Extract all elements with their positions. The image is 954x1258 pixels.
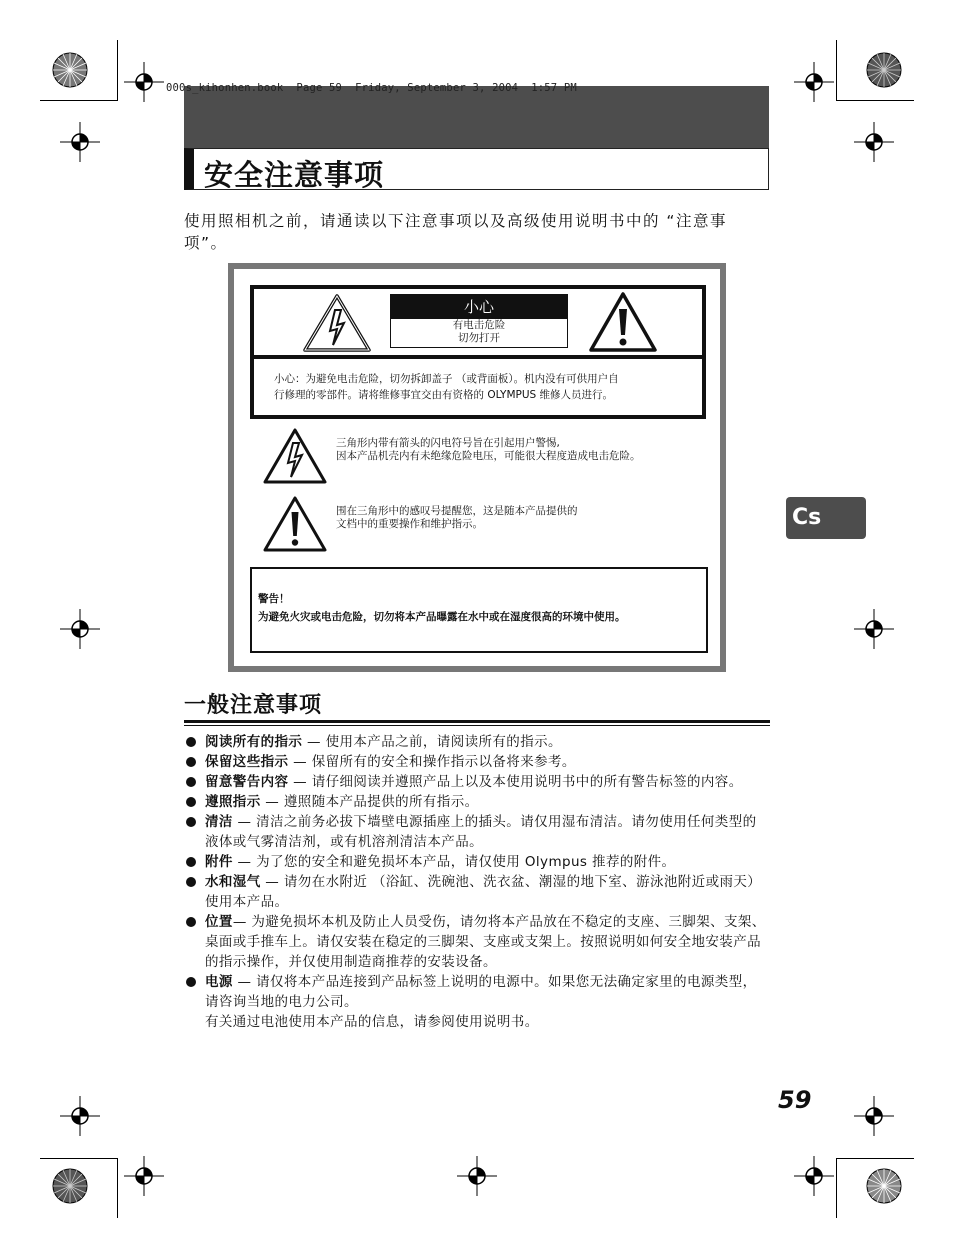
exclamation-explanation-text xyxy=(336,505,578,531)
language-tab: Cs xyxy=(786,497,866,539)
page-number: 59 xyxy=(778,1086,812,1114)
lightning-symbol-explanation xyxy=(262,427,702,487)
crop-mark xyxy=(836,40,837,100)
print-slug: 000s_kihonhen.book Page 59 Friday, September 3, 2004 1:57 PM xyxy=(166,82,577,94)
caution-text-line-2: 行修理的零部件。请将维修事宜交由有资格的 OLYMPUS 维修人员进行。 xyxy=(274,389,614,401)
bullet-icon xyxy=(186,917,196,927)
caution-label-box xyxy=(390,294,568,348)
list-item xyxy=(184,912,770,972)
item-text: — 使用本产品之前，请阅读所有的指示。 xyxy=(302,734,562,750)
bullet-icon xyxy=(186,757,196,767)
caution-line-1: 有电击危险 xyxy=(452,319,506,331)
crop-mark xyxy=(117,40,118,100)
item-term: 阅读所有的指示 xyxy=(205,734,303,750)
caution-header-row xyxy=(254,289,702,355)
item-text: — 保留所有的安全和操作指示以备将来参考。 xyxy=(288,754,576,770)
item-text: — 请仔细阅读并遵照产品上以及本使用说明书中的所有警告标签的内容。 xyxy=(288,774,743,790)
caution-text xyxy=(274,371,694,403)
registration-mark-icon xyxy=(457,1156,497,1196)
caution-panel xyxy=(228,263,726,672)
warning-body: 为避免火灾或电击危险，切勿将本产品曝露在水中或在湿度很高的环境中使用。 xyxy=(258,611,626,623)
crop-mark xyxy=(40,1158,118,1159)
item-term: 位置 xyxy=(205,914,233,930)
crop-mark xyxy=(836,1158,837,1218)
registration-mark-icon xyxy=(794,62,834,102)
item-term: 保留这些指示 xyxy=(205,754,289,770)
caution-label: 小心 xyxy=(391,295,567,319)
intro-paragraph: 使用照相机之前，请通读以下注意事项以及高级使用说明书中的 “注意事项”。 xyxy=(184,212,727,252)
lightning-line-2: 因本产品机壳内有未绝缘危险电压，可能很大程度造成电击危险。 xyxy=(336,450,641,462)
bullet-icon xyxy=(186,737,196,747)
lightning-triangle-icon xyxy=(262,427,328,485)
list-item xyxy=(184,812,770,852)
crop-mark xyxy=(117,1158,118,1218)
crop-mark xyxy=(40,100,118,101)
fire-warning-box xyxy=(250,567,708,653)
list-item xyxy=(184,872,770,912)
caution-text-line-1: 小心：为避免电击危险，切勿拆卸盖子 （或背面板）。机内没有可供用户自 xyxy=(274,373,619,385)
list-item xyxy=(184,852,770,872)
bullet-icon xyxy=(186,797,196,807)
caution-divider xyxy=(254,355,702,359)
color-rosette-icon xyxy=(866,1168,902,1204)
section-title: 一般注意事项 xyxy=(184,693,323,718)
item-term: 水和湿气 xyxy=(205,874,261,890)
item-text: — 清洁之前务必拔下墙壁电源插座上的插头。请仅用湿布清洁。请勿使用任何类型的液体或气雾清洁剂，或有机溶剂清洁本产品。 xyxy=(205,814,757,850)
page-title: 安全注意事项 xyxy=(204,158,385,192)
bullet-icon xyxy=(186,857,196,867)
registration-mark-icon xyxy=(854,609,894,649)
lightning-triangle-icon xyxy=(302,293,372,353)
exclamation-triangle-icon xyxy=(588,291,658,353)
item-term: 电源 xyxy=(205,974,233,990)
crop-mark xyxy=(836,100,914,101)
color-rosette-icon xyxy=(866,52,902,88)
item-text: — 遵照随本产品提供的所有指示。 xyxy=(260,794,479,810)
exclamation-symbol-explanation xyxy=(262,495,702,555)
item-text: — 请仅将本产品连接到产品标签上说明的电源中。如果您无法确定家里的电源类型，请咨询当地的电力公司。 xyxy=(205,974,757,1010)
registration-mark-icon xyxy=(124,62,164,102)
item-term: 遵照指示 xyxy=(205,794,261,810)
title-band xyxy=(184,86,769,148)
registration-mark-icon xyxy=(124,1156,164,1196)
bullet-icon xyxy=(186,877,196,887)
list-item xyxy=(184,732,770,752)
list-item xyxy=(184,792,770,812)
warning-title: 警告！ xyxy=(258,593,290,605)
exclaim-line-2: 文档中的重要操作和维护指示。 xyxy=(336,518,483,530)
list-item xyxy=(184,772,770,792)
registration-mark-icon xyxy=(60,1096,100,1136)
caution-line-2: 切勿打开 xyxy=(458,332,500,344)
item-term: 附件 xyxy=(205,854,233,870)
registration-mark-icon xyxy=(794,1156,834,1196)
power-note: 有关通过电池使用本产品的信息，请参阅使用说明书。 xyxy=(205,1014,539,1030)
item-text: — 为了您的安全和避免损坏本产品，请仅使用 Olympus 推荐的附件。 xyxy=(232,854,676,870)
bullet-icon xyxy=(186,817,196,827)
color-rosette-icon xyxy=(52,52,88,88)
lightning-explanation-text xyxy=(336,437,641,463)
list-item xyxy=(184,972,770,1032)
exclaim-line-1: 围在三角形中的感叹号提醒您，这是随本产品提供的 xyxy=(336,505,578,517)
item-term: 清洁 xyxy=(205,814,233,830)
section-rule xyxy=(184,720,770,723)
precautions-list xyxy=(184,732,770,1032)
title-box xyxy=(184,148,769,190)
section-rule xyxy=(184,725,770,726)
color-rosette-icon xyxy=(52,1168,88,1204)
exclamation-triangle-icon xyxy=(262,495,328,553)
item-text: — 为避免损坏本机及防止人员受伤，请勿将本产品放在不稳定的支座、三脚架、支架、桌面或手推车上。请仅安装在稳定的三脚架、支座或支架上。按照说明如何安全地安装产品的指示操作，并仅使用制造商推荐的安装设备。 xyxy=(205,914,766,970)
bullet-icon xyxy=(186,777,196,787)
registration-mark-icon xyxy=(854,1096,894,1136)
registration-mark-icon xyxy=(854,122,894,162)
electric-shock-caution-box xyxy=(250,285,706,419)
bullet-icon xyxy=(186,977,196,987)
registration-mark-icon xyxy=(60,609,100,649)
crop-mark xyxy=(836,1158,914,1159)
registration-mark-icon xyxy=(60,122,100,162)
item-term: 留意警告内容 xyxy=(205,774,289,790)
item-text: — 请勿在水附近 （浴缸、洗碗池、洗衣盆、潮湿的地下室、游泳池附近或雨天）使用本产品。 xyxy=(205,874,762,910)
lightning-line-1: 三角形内带有箭头的闪电符号旨在引起用户警惕, xyxy=(336,437,560,449)
list-item xyxy=(184,752,770,772)
